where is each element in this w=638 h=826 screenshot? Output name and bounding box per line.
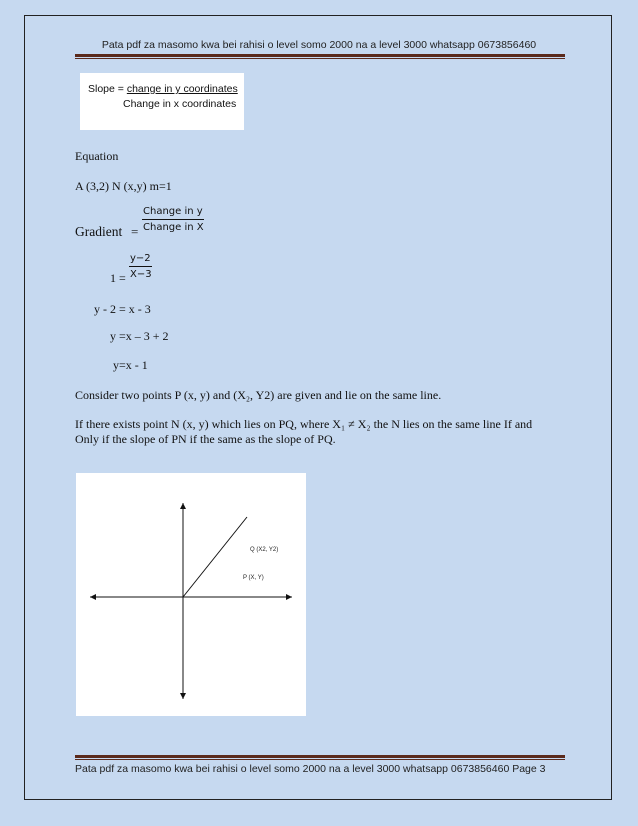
- header-rule-thin: [75, 58, 565, 59]
- step3: y =x – 3 + 2: [110, 329, 169, 343]
- slope-formula-image: [80, 73, 244, 130]
- step1-numerator: y−2: [130, 253, 151, 264]
- step1-denominator: X−3: [130, 269, 152, 280]
- y-axis-down-arrow: [180, 693, 186, 699]
- label-q: Q (X2, Y2): [250, 547, 279, 553]
- gradient-fraction-bar: [142, 219, 204, 220]
- line-graph-figure: [76, 473, 306, 716]
- paragraph-condition-line2: Only if the slope of PN if the same as the slope of PQ.: [75, 432, 336, 446]
- x-axis-left-arrow: [90, 594, 96, 600]
- slope-denominator: Change in x coordinates: [123, 98, 237, 110]
- gradient-equals: =: [131, 224, 139, 239]
- step2: y - 2 = x - 3: [94, 302, 151, 316]
- equation-label: Equation: [75, 149, 119, 163]
- x-axis-right-arrow: [286, 594, 292, 600]
- paragraph-condition-line1: If there exists point N (x, y) which lies on PQ, where X₁ ≠ X₂ the N lies on the same line If and: [75, 417, 533, 431]
- page-footer: Pata pdf za masomo kwa bei rahisi o level somo 2000 na a level 3000 whatsapp 0673856460 Page 3: [75, 763, 546, 775]
- footer-rule-thick: [75, 755, 565, 758]
- line-graph-svg: [76, 473, 306, 716]
- gradient-numerator: Change in y: [143, 206, 203, 217]
- given-points: A (3,2) N (x,y) m=1: [75, 179, 172, 193]
- y-axis-up-arrow: [180, 503, 186, 509]
- step1-fraction-bar: [129, 266, 152, 267]
- slope-lhs: Slope =: [88, 83, 127, 95]
- label-p: P (X, Y): [243, 575, 264, 581]
- page-header: Pata pdf za masomo kwa bei rahisi o level somo 2000 na a level 3000 whatsapp 0673856460: [101, 39, 537, 51]
- slope-numerator: change in y coordinates: [126, 83, 238, 95]
- header-rule-thick: [75, 54, 565, 57]
- step4: y=x - 1: [113, 358, 148, 372]
- paragraph-two-points: Consider two points P (x, y) and (X₂, Y2) are given and lie on the same line.: [75, 388, 442, 402]
- line-pq: [183, 517, 247, 597]
- slope-formula-line1: [88, 83, 238, 95]
- gradient-label: Gradient: [75, 224, 123, 239]
- footer-rule-thin: [75, 759, 565, 760]
- step1-lhs: 1 =: [110, 271, 126, 285]
- gradient-denominator: Change in X: [143, 222, 204, 233]
